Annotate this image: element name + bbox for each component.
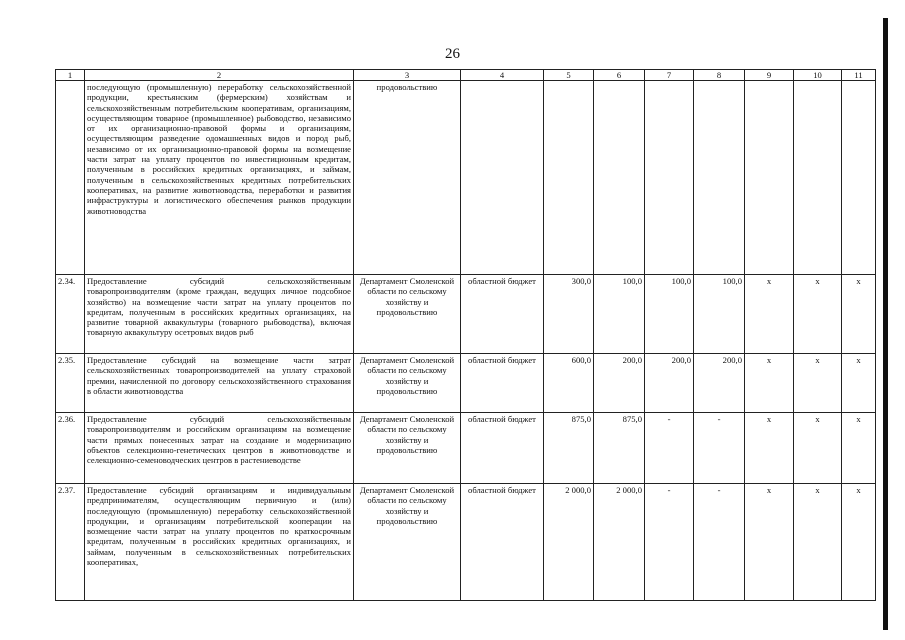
row-col-5: 2 000,0 bbox=[544, 484, 594, 601]
row-col-11: х bbox=[842, 413, 876, 484]
table-row bbox=[56, 354, 876, 413]
row-number: 2.37. bbox=[56, 484, 85, 601]
row-col-6 bbox=[594, 81, 645, 275]
row-col-7: - bbox=[645, 484, 694, 601]
row-source: областной бюджет bbox=[461, 275, 544, 354]
row-executor: продовольствию bbox=[354, 81, 461, 275]
row-source bbox=[461, 81, 544, 275]
row-col-6: 200,0 bbox=[594, 354, 645, 413]
header-col-8: 8 bbox=[694, 70, 745, 81]
row-col-9 bbox=[745, 81, 794, 275]
column-number-row bbox=[56, 70, 876, 81]
header-col-5: 5 bbox=[544, 70, 594, 81]
row-col-5: 875,0 bbox=[544, 413, 594, 484]
table-row bbox=[56, 275, 876, 354]
row-number: 2.34. bbox=[56, 275, 85, 354]
row-source: областной бюджет bbox=[461, 484, 544, 601]
header-col-2: 2 bbox=[85, 70, 354, 81]
scan-edge-bar bbox=[883, 18, 888, 630]
row-col-5 bbox=[544, 81, 594, 275]
row-source: областной бюджет bbox=[461, 413, 544, 484]
table-row-continuation bbox=[56, 81, 876, 275]
table-row bbox=[56, 413, 876, 484]
header-col-11: 11 bbox=[842, 70, 876, 81]
row-col-11: х bbox=[842, 275, 876, 354]
row-executor: Департамент Смоленской области по сельскому хозяйству и продовольствию bbox=[354, 484, 461, 601]
row-col-7: 200,0 bbox=[645, 354, 694, 413]
row-col-8 bbox=[694, 81, 745, 275]
row-col-9: х bbox=[745, 275, 794, 354]
row-col-9: х bbox=[745, 413, 794, 484]
row-col-6: 2 000,0 bbox=[594, 484, 645, 601]
header-col-6: 6 bbox=[594, 70, 645, 81]
row-col-9: х bbox=[745, 354, 794, 413]
header-col-7: 7 bbox=[645, 70, 694, 81]
row-col-6: 875,0 bbox=[594, 413, 645, 484]
row-col-5: 300,0 bbox=[544, 275, 594, 354]
row-number: 2.36. bbox=[56, 413, 85, 484]
row-col-11: х bbox=[842, 354, 876, 413]
row-description: Предоставление субсидий на возмещение части затрат сельскохозяйственных товаропроизводителей на уплату страховой премии, начисленной по договору сельскохозяйственного страхования в области животноводства bbox=[85, 354, 354, 413]
header-col-10: 10 bbox=[794, 70, 842, 81]
row-description: Предоставление субсидий сельскохозяйственным товаропроизводителям (кроме граждан, ведущих личное подсобное хозяйство) на возмещение части затрат на уплату процентов по кредитам, полученным в российских кредитных организациях, на развитие товарной аквакультуры (товарного рыбоводства), включая товарную аквакультуру осетровых видов рыб bbox=[85, 275, 354, 354]
header-col-1: 1 bbox=[56, 70, 85, 81]
header-col-4: 4 bbox=[461, 70, 544, 81]
row-col-10: х bbox=[794, 275, 842, 354]
row-col-11 bbox=[842, 81, 876, 275]
program-table bbox=[55, 69, 876, 601]
row-col-9: х bbox=[745, 484, 794, 601]
row-col-8: 200,0 bbox=[694, 354, 745, 413]
table-row bbox=[56, 484, 876, 601]
header-col-9: 9 bbox=[745, 70, 794, 81]
row-col-10: х bbox=[794, 354, 842, 413]
row-description: Предоставление субсидий сельскохозяйственным товаропроизводителям и российским организациям на возмещение части прямых понесенных затрат на создание и модернизацию объектов селекционно-генетических центров в животноводстве и селекционно-семеноводческих центров в растениеводстве bbox=[85, 413, 354, 484]
row-col-10: х bbox=[794, 484, 842, 601]
row-number bbox=[56, 81, 85, 275]
row-col-8: 100,0 bbox=[694, 275, 745, 354]
header-col-3: 3 bbox=[354, 70, 461, 81]
row-number: 2.35. bbox=[56, 354, 85, 413]
row-col-7 bbox=[645, 81, 694, 275]
row-col-6: 100,0 bbox=[594, 275, 645, 354]
row-executor: Департамент Смоленской области по сельскому хозяйству и продовольствию bbox=[354, 413, 461, 484]
row-col-11: х bbox=[842, 484, 876, 601]
row-col-5: 600,0 bbox=[544, 354, 594, 413]
row-description: последующую (промышленную) переработку сельскохозяйственной продукции, крестьянским (фермерским) хозяйствам и сельскохозяйственным потребительским кооперативам, организациям, осуществляющим товарное (промышленное) рыбоводство, независимо от их организационно-правовой формы и организациям, осуществляющим разведение одомашненных видов и пород рыб, независимо от их организационно-правовой формы на возмещение части затрат на уплату процентов по инвестиционным кредитам, полученным в российских кредитных организациях, и займам, полученным в сельскохозяйственных кредитных потребительских кооперативах, на развитие животноводства, переработки и развития инфраструктуры и логистического обеспечения рынков продукции животноводства bbox=[85, 81, 354, 275]
row-col-8: - bbox=[694, 484, 745, 601]
row-col-7: 100,0 bbox=[645, 275, 694, 354]
row-source: областной бюджет bbox=[461, 354, 544, 413]
row-description: Предоставление субсидий организациям и индивидуальным предпринимателям, осуществляющим первичную и (или) последующую (промышленную) переработку сельскохозяйственной продукции, и организациям потребительской кооперации на возмещение части затрат на уплату процентов по краткосрочным кредитам, полученным в российских кредитных организациях, и займам, полученным в сельскохозяйственных потребительских кооперативах, bbox=[85, 484, 354, 601]
row-col-10 bbox=[794, 81, 842, 275]
row-executor: Департамент Смоленской области по сельскому хозяйству и продовольствию bbox=[354, 275, 461, 354]
row-col-10: х bbox=[794, 413, 842, 484]
row-executor: Департамент Смоленской области по сельскому хозяйству и продовольствию bbox=[354, 354, 461, 413]
row-col-7: - bbox=[645, 413, 694, 484]
page-number: 26 bbox=[445, 46, 460, 62]
row-col-8: - bbox=[694, 413, 745, 484]
